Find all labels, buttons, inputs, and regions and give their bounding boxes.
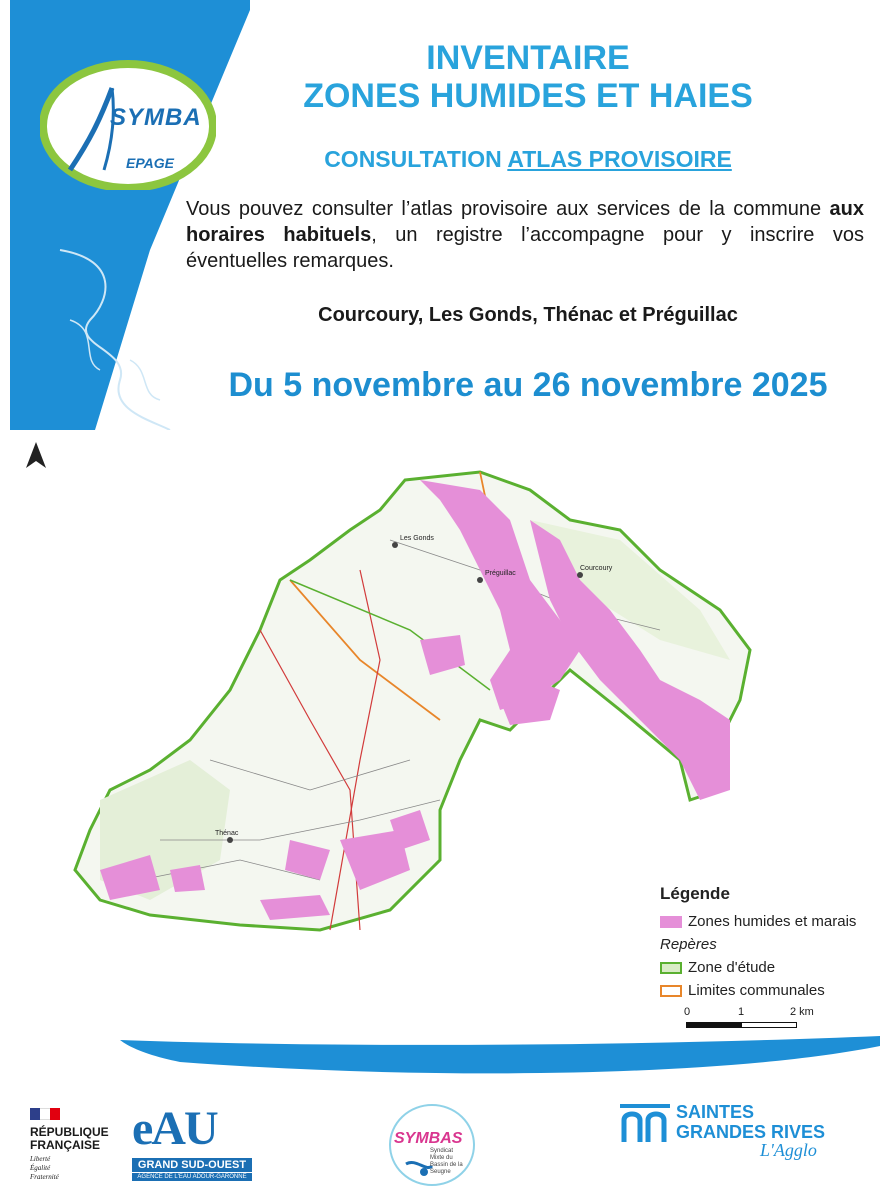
legend-title: Légende — [660, 884, 730, 903]
map-legend — [660, 884, 856, 1002]
sgr-line1: SAINTES — [676, 1102, 755, 1122]
saintes-grandes-rives-logo — [620, 1102, 860, 1172]
sgr-line3: L'Agglo — [760, 1140, 817, 1160]
rf-line1: RÉPUBLIQUE — [30, 1125, 109, 1139]
symba-logo-text: SYMBA — [110, 104, 202, 131]
footer-swoosh — [120, 1036, 880, 1080]
consultation-dates: Du 5 novembre au 26 novembre 2025 — [228, 366, 828, 404]
symbas-text: SYMBAS — [394, 1130, 463, 1147]
republique-francaise-logo — [30, 1108, 130, 1188]
sgr-line2: GRANDES RIVES — [676, 1122, 826, 1142]
symbas-sub4: Seugne — [430, 1169, 451, 1175]
eau-logo-text: eAU — [132, 1102, 217, 1155]
legend-label-zones: Zones humides et marais — [688, 913, 857, 930]
info-part2: , un registre l’accompagne pour y inscrire vos éventuelles remarques. — [186, 224, 865, 272]
legend-label-etude: Zone d'étude — [688, 959, 776, 976]
scale-bar — [684, 1006, 814, 1030]
info-bold: aux horaires habituels — [186, 198, 864, 246]
symbas-sub2: Mixte du — [430, 1155, 453, 1161]
eau-grand-sud-ouest-logo — [132, 1104, 252, 1184]
rf-line2: FRANÇAISE — [30, 1138, 101, 1152]
symba-logo-subtext: EPAGE — [126, 155, 174, 171]
consultation-prefix: CONSULTATION — [324, 146, 508, 172]
legend-item-etude — [660, 956, 856, 979]
consultation-underlined: ATLAS PROVISOIRE — [507, 146, 732, 172]
symba-logo — [40, 60, 216, 190]
map-label-preguillac: Préguillac — [485, 570, 516, 577]
sgr-waves-icon — [620, 1104, 670, 1144]
scale-tick-2: 2 km — [790, 1006, 814, 1018]
rf-motto1: Liberté — [30, 1155, 51, 1163]
eau-sub2: AGENCE DE L'EAU ADOUR-GARONNE — [132, 1173, 252, 1181]
map-label-courcoury: Courcoury — [580, 565, 613, 572]
legend-swatch-zones — [660, 916, 682, 928]
symbas-sub3: Bassin de la — [430, 1162, 463, 1168]
study-area-map — [60, 460, 760, 940]
marianne-flag-icon — [30, 1108, 60, 1120]
title-line1: INVENTAIRE — [426, 39, 630, 77]
symbas-sub1: Syndicat — [430, 1148, 454, 1154]
legend-subtitle-reperes: Repères — [660, 936, 717, 953]
map-label-les-gonds: Les Gonds — [400, 535, 434, 542]
consultation-heading — [200, 146, 856, 173]
legend-label-limites: Limites communales — [688, 982, 825, 999]
info-paragraph — [186, 196, 864, 274]
north-arrow-icon — [26, 442, 46, 468]
symbas-logo — [386, 1102, 478, 1188]
eau-sub: GRAND SUD-OUEST — [132, 1158, 252, 1172]
scale-segment-black — [686, 1022, 742, 1028]
map-label-thenac: Thénac — [215, 830, 239, 837]
scale-tick-1: 1 — [738, 1006, 745, 1018]
scale-tick-0: 0 — [684, 1006, 691, 1018]
info-part1: Vous pouvez consulter l’atlas provisoire aux services de la commune — [186, 198, 830, 220]
legend-item-limites — [660, 979, 856, 1002]
title-line2: ZONES HUMIDES ET HAIES — [303, 77, 753, 115]
legend-swatch-etude — [660, 962, 682, 974]
legend-swatch-limites — [660, 985, 682, 997]
scale-segment-white — [741, 1022, 797, 1028]
rf-motto2: Égalité — [30, 1164, 51, 1172]
legend-item-zones — [660, 910, 856, 933]
communes-list: Courcoury, Les Gonds, Thénac et Préguillac — [318, 304, 738, 326]
symbas-sub — [430, 1148, 463, 1176]
rf-motto3: Fraternité — [30, 1173, 59, 1181]
